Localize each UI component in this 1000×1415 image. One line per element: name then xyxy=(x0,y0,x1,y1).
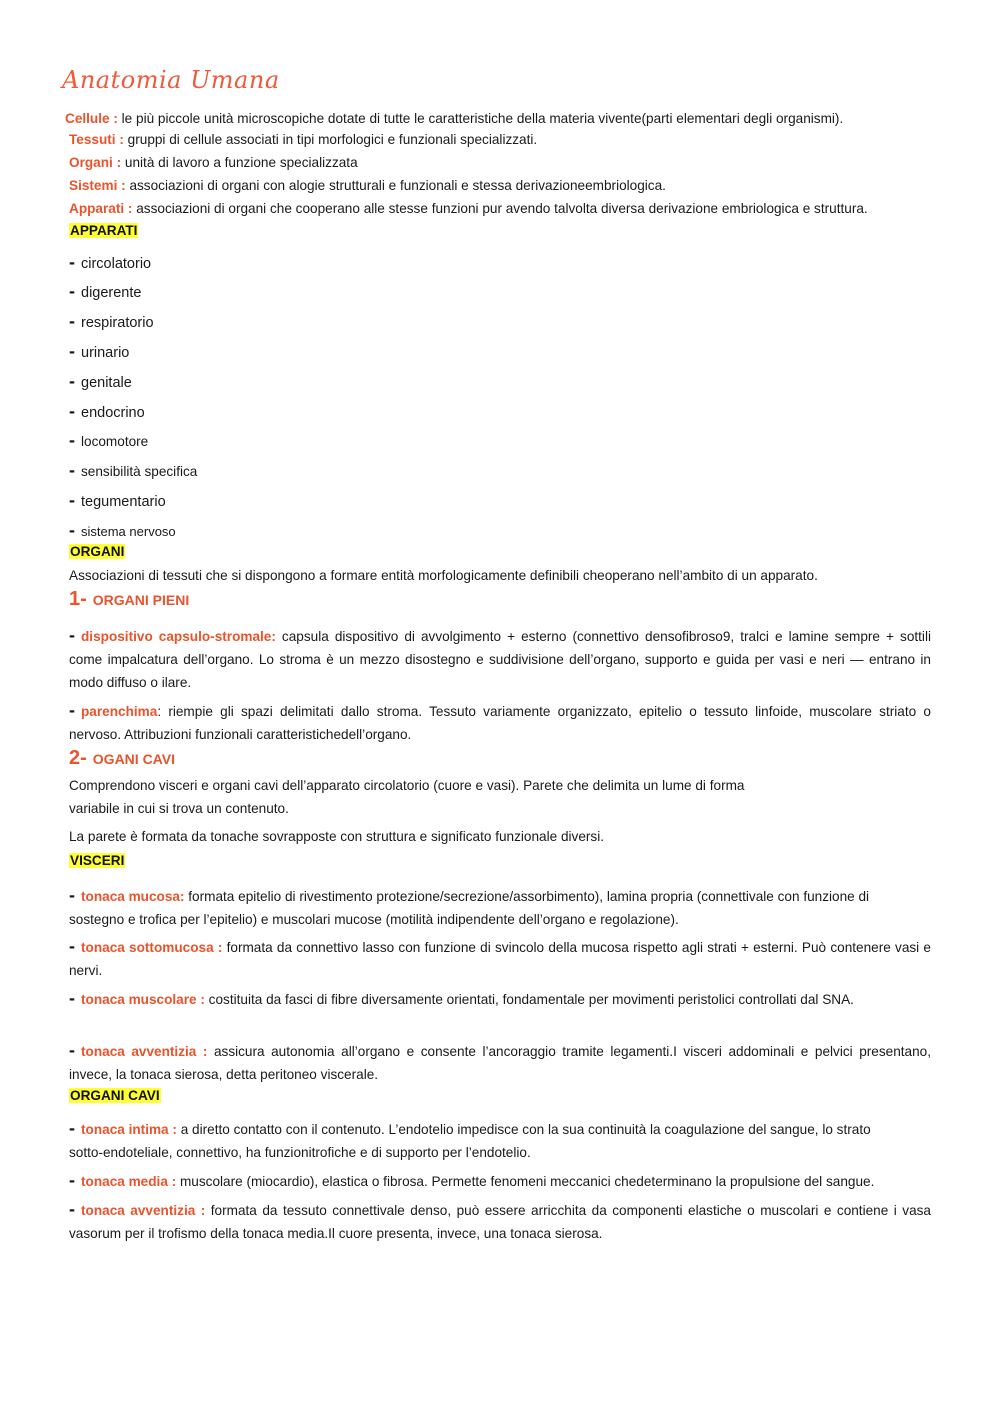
list-item: - locomotore xyxy=(69,430,149,450)
paragraph-tonaca-intima: - tonaca intima : a diretto contatto con il contenuto. L’endotelio impedisce con la sua continuità la coagulazione del sangue, lo strato sotto-endoteliale, connettivo, ha funzionitrofiche e di supporto per l’endotelio. xyxy=(69,1118,871,1160)
list-item: - sensibilità specifica xyxy=(69,460,198,480)
definition-text: associazioni di organi con alogie strutturali e funzionali e stessa derivazioneembriologica. xyxy=(125,178,666,193)
section-heading-apparati: APPARATI xyxy=(70,223,138,238)
page-title: Anatomia Umana xyxy=(62,66,280,94)
definition-text: le più piccole unità microscopiche dotate di tutte le caratteristiche della materia vivente(parti elementari degli organismi). xyxy=(117,111,844,126)
section-heading-organi-cavi-2: ORGANI CAVI xyxy=(70,1088,160,1103)
list-item: - tegumentario xyxy=(69,490,166,510)
paragraph-tonaca-mucosa: - tonaca mucosa: formata epitelio di rivestimento protezione/secrezione/assorbimento), lamina propria (connettivale con funzione di sostegno e trofica per l’epitelio) e muscolari mucose (motilità indipendente dell’organo e regolazione). xyxy=(69,885,870,927)
paragraph-tonaca-media: - tonaca media : muscolare (miocardio), elastica o fibrosa. Permette fenomeni meccanici chedeterminano la propulsione del sangue. xyxy=(69,1170,875,1190)
paragraph-tonaca-sottomucosa: - tonaca sottomucosa : formata da connettivo lasso con funzione di svincolo della mucosa rispetto agli strati + esterni. Può contenere vasi e nervi. xyxy=(69,936,931,978)
definition-term: Sistemi : xyxy=(69,178,126,193)
list-item: - digerente xyxy=(69,281,142,301)
definition-text: gruppi di cellule associati in tipi morfologici e funzionali specializzati. xyxy=(123,132,538,147)
paragraph-parenchima: - parenchima: riempie gli spazi delimitati dallo stroma. Tessuto variamente organizzato, epitelio o tessuto linfoide, muscolare striato o nervoso. Attribuzioni funzionali caratteristichedell’organo. xyxy=(69,700,931,742)
definition-cellule xyxy=(65,110,843,128)
list-item: - genitale xyxy=(69,371,132,391)
section-heading-visceri: VISCERI xyxy=(70,853,125,868)
section-heading-organi: ORGANI xyxy=(70,544,125,559)
paragraph-tonaca-avventizia-cavi: - tonaca avventizia : formata da tessuto connettivale denso, può essere arricchita da componenti elastiche o muscolari e contiene i vasa vasorum per il trofismo della tonaca media.Il cuore presenta, invece, una tonaca sierosa. xyxy=(69,1199,931,1241)
definition-sistemi xyxy=(69,177,666,195)
definition-text: unità di lavoro a funzione specializzata xyxy=(121,155,358,170)
list-item: - endocrino xyxy=(69,401,145,421)
definition-text: associazioni di organi che cooperano alle stesse funzioni pur avendo talvolta diversa derivazione embriologica e struttura. xyxy=(132,201,868,216)
definition-term: Organi : xyxy=(69,155,122,170)
organi-description: Associazioni di tessuti che si dispongono a formare entità morfologicamente definibili cheoperano nell’ambito di un apparato. xyxy=(69,568,818,583)
definition-term: Cellule : xyxy=(65,111,118,126)
parete-description: La parete è formata da tonache sovrapposte con struttura e significato funzionale diversi. xyxy=(69,829,605,844)
list-item: - respiratorio xyxy=(69,311,154,331)
definition-tessuti xyxy=(69,131,537,149)
definition-organi xyxy=(69,154,358,172)
section-heading-organi-cavi: 2- OGANI CAVI xyxy=(69,747,175,769)
definition-term: Apparati : xyxy=(69,201,133,216)
definition-term: Tessuti : xyxy=(69,132,124,147)
paragraph-tonaca-muscolare: - tonaca muscolare : costituita da fasci di fibre diversamente orientati, fondamentale per movimenti peristolici controllati dal SNA. xyxy=(69,988,854,1008)
paragraph-capsulo-stromale: - dispositivo capsulo-stromale: capsula dispositivo di avvolgimento + esterno (connettivo densofibroso9, tralci e lamine sempre + sottili come impalcatura dell’organo. Lo stroma è un mezzo disostegno e suddivisione dell’organo, supporto e guida per vasi e neri — entrano in modo diffuso o ilare. xyxy=(69,625,931,690)
organi-cavi-description: Comprendono visceri e organi cavi dell’apparato circolatorio (cuore e vasi). Parete che delimita un lume di forma variabile in cui si trova un contenuto. xyxy=(69,778,745,816)
list-item: - sistema nervoso xyxy=(69,520,176,540)
list-item: - circolatorio xyxy=(69,252,152,272)
list-item: - urinario xyxy=(69,341,130,361)
section-heading-organi-pieni: 1- ORGANI PIENI xyxy=(69,588,190,610)
paragraph-tonaca-avventizia-visceri: - tonaca avventizia : assicura autonomia all’organo e consente l’ancoraggio tramite legamenti.I visceri addominali e pelvici presentano, invece, la tonaca sierosa, detta peritoneo viscerale. xyxy=(69,1040,931,1082)
definition-apparati xyxy=(69,200,868,218)
